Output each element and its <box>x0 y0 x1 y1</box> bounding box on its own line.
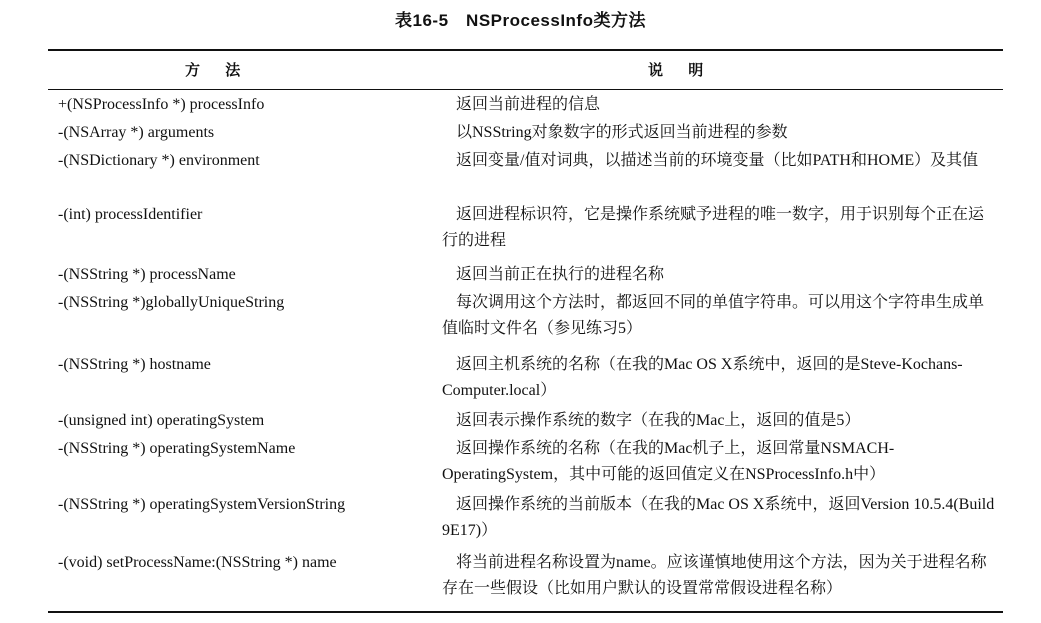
column-header-method: 方 法 <box>185 61 251 79</box>
method-cell: -(void) setProcessName:(NSString *) name <box>58 554 337 571</box>
table-header-rule <box>48 89 1003 90</box>
description-cell: 返回当前进程的信息 <box>456 96 601 113</box>
description-cell: 返回主机系统的名称（在我的Mac OS X系统中，返回的是Steve-Kochans-Computer.local） <box>442 356 963 399</box>
method-cell: -(NSString *) operatingSystemVersionString <box>58 496 346 513</box>
description-cell: 返回操作系统的当前版本（在我的Mac OS X系统中，返回Version 10.5.4(Build 9E17)） <box>442 496 995 539</box>
description-cell: 返回当前正在执行的进程名称 <box>456 266 665 283</box>
description-cell: 每次调用这个方法时，都返回不同的单值字符串。可以用这个字符串生成单值临时文件名（参见练习5） <box>442 294 985 337</box>
description-cell: 返回表示操作系统的数字（在我的Mac上，返回的值是5） <box>456 412 861 429</box>
method-cell: -(NSDictionary *) environment <box>58 152 260 169</box>
method-cell: -(NSString *) operatingSystemName <box>58 440 296 457</box>
description-cell: 将当前进程名称设置为name。应该谨慎地使用这个方法，因为关于进程名称存在一些假设（比如用户默认的设置常常假设进程名称） <box>442 554 987 597</box>
method-cell: +(NSProcessInfo *) processInfo <box>58 96 265 113</box>
method-cell: -(unsigned int) operatingSystem <box>58 412 265 429</box>
table-top-rule <box>48 49 1003 51</box>
method-cell: -(NSArray *) arguments <box>58 124 215 141</box>
description-cell: 以NSString对象数字的形式返回当前进程的参数 <box>456 124 788 141</box>
method-cell: -(NSString *)globallyUniqueString <box>58 294 285 311</box>
method-cell: -(int) processIdentifier <box>58 206 203 223</box>
description-cell: 返回操作系统的名称（在我的Mac机子上，返回常量NSMACH-OperatingSystem，其中可能的返回值定义在NSProcessInfo.h中） <box>442 440 895 483</box>
method-cell: -(NSString *) hostname <box>58 356 211 373</box>
method-cell: -(NSString *) processName <box>58 266 236 283</box>
table-title: 表16-5 NSProcessInfo类方法 <box>395 11 646 30</box>
description-cell: 返回进程标识符，它是操作系统赋予进程的唯一数字，用于识别每个正在运行的进程 <box>442 206 985 249</box>
column-header-description: 说 明 <box>648 61 714 79</box>
table-bottom-rule <box>48 611 1003 613</box>
description-cell: 返回变量/值对词典，以描述当前的环境变量（比如PATH和HOME）及其值 <box>456 152 979 169</box>
